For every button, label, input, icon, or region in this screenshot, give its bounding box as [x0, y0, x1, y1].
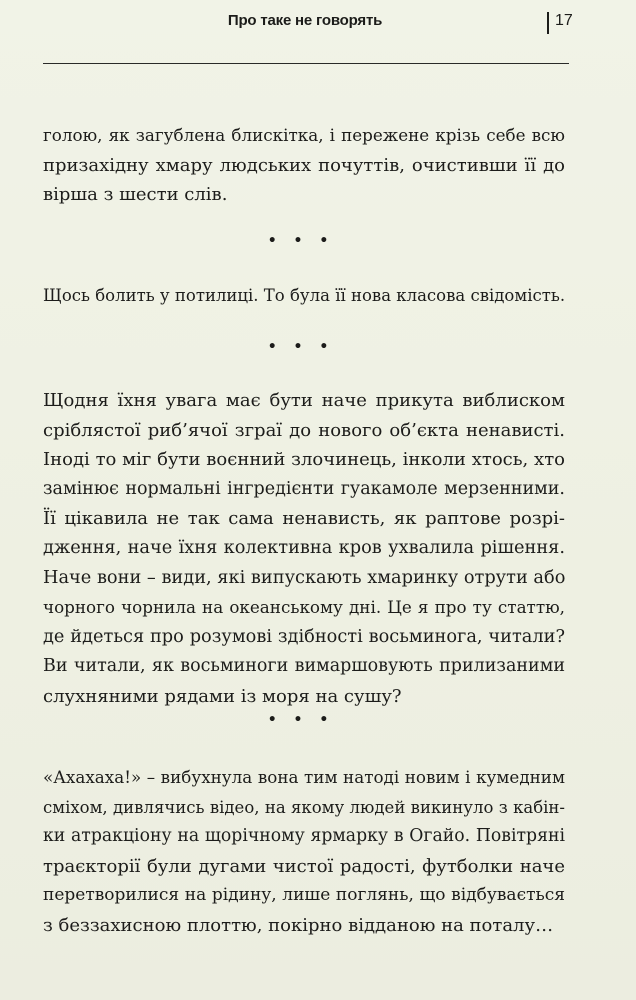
- text-line: де йдеться про розумові здібності восьминога, читали?: [43, 626, 565, 647]
- text-line: Щось болить у потилиці. То була її нова класова свідомість.: [43, 286, 566, 305]
- paragraph-4: [43, 763, 565, 941]
- page-number: 17: [555, 12, 573, 29]
- section-separator: • • •: [267, 339, 335, 355]
- text-line: Наче вони – види, які випускають хмаринку отрути або: [43, 567, 566, 588]
- text-line: перетворилися на рідину, лише поглянь, що відбувається: [43, 885, 565, 906]
- section-separator: • • •: [267, 233, 335, 249]
- text-line: «Ахахаха!» – вибухнула вона тим натоді новим і кумедним: [43, 767, 565, 787]
- text-line: слухняними рядами із моря на сушу?: [43, 685, 402, 707]
- text-line: голою, як загублена блискітка, і пережене крізь себе всю: [43, 125, 565, 145]
- text-line: ки атракціону на щорічному ярмарку в Огайо. Повітряні: [43, 826, 565, 847]
- text-line: сміхом, дивлячись відео, на якому людей викинуло з кабін-: [43, 797, 565, 817]
- running-title: Про таке не говорять: [227, 12, 383, 29]
- running-header: [0, 10, 636, 36]
- text-line: дження, наче їхня колективна кров ухвалила рішення.: [43, 537, 565, 558]
- text-line: траєкторії були дугами чистої радості, футболки наче: [43, 855, 565, 877]
- text-line: Ви читали, як восьминоги вимаршовують прилизаними: [43, 656, 565, 677]
- text-line: призахідну хмару людських почуттів, очистивши її до: [43, 154, 565, 176]
- text-line: Іноді то міг бути воєнний злочинець, інколи хтось, хто: [43, 449, 565, 471]
- text-line: з беззахисною плоттю, покірно відданою на поталу…: [43, 914, 554, 936]
- page-number-divider: [547, 12, 549, 34]
- text-line: сріблястої риб’ячої зграї до нового об’єкта ненависті.: [43, 419, 565, 441]
- text-line: вірша з шести слів.: [43, 184, 228, 206]
- paragraph-1: [43, 121, 565, 210]
- text-line: Щодня їхня увага має бути наче прикута виблиском: [43, 390, 565, 411]
- header-rule: [43, 63, 569, 64]
- text-line: замінює нормальні інгредієнти гуакамоле мерзенними.: [43, 478, 565, 499]
- text-line: Її цікавила не так сама ненависть, як раптове розрі-: [43, 508, 565, 530]
- section-separator: • • •: [267, 712, 335, 728]
- text-line: чорного чорнила на океанському дні. Це я про ту статтю,: [43, 597, 565, 618]
- paragraph-2: [43, 281, 565, 311]
- paragraph-3: [43, 386, 565, 712]
